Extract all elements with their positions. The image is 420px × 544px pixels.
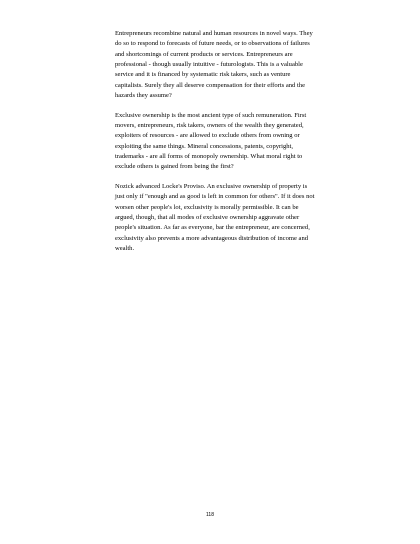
body-text bbox=[115, 29, 315, 264]
paragraph-entrepreneurs: Entrepreneurs recombine natural and human resources in novel ways. They do so to respond to forecasts of future needs, or to observations of failures and shortcomings of current products or services. Entrepreneurs are professional - though usually intuitive - futurologists. This is a valuable service and it is financed by systematic risk takers, such as venture capitalists. Surely they all deserve compensation for their efforts and the hazards they assume? bbox=[115, 30, 313, 99]
page-number: 118 bbox=[206, 512, 214, 518]
paragraph-exclusive-ownership: Exclusive ownership is the most ancient type of such remuneration. First movers, entrepreneurs, risk takers, owners of the wealth they generated, exploiters of resources - are allowed to exclude others from owning or exploiting the same things. Mineral concessions, patents, copyright, trademarks - are all forms of monopoly ownership. What moral right to exclude others is gained from being the first? bbox=[115, 111, 307, 171]
paragraph-nozick-proviso: Nozick advanced Locke's Proviso. An exclusive ownership of property is just only if "enough and as good is left in common for others". If it does not worsen other people's lot, exclusivity is morally permissible. It can be argued, though, that all modes of exclusive ownership aggravate other people's situation. As far as everyone, bar the entrepreneur, are concerned, exclusivity also prevents a more advantageous distribution of income and wealth. bbox=[115, 183, 315, 252]
